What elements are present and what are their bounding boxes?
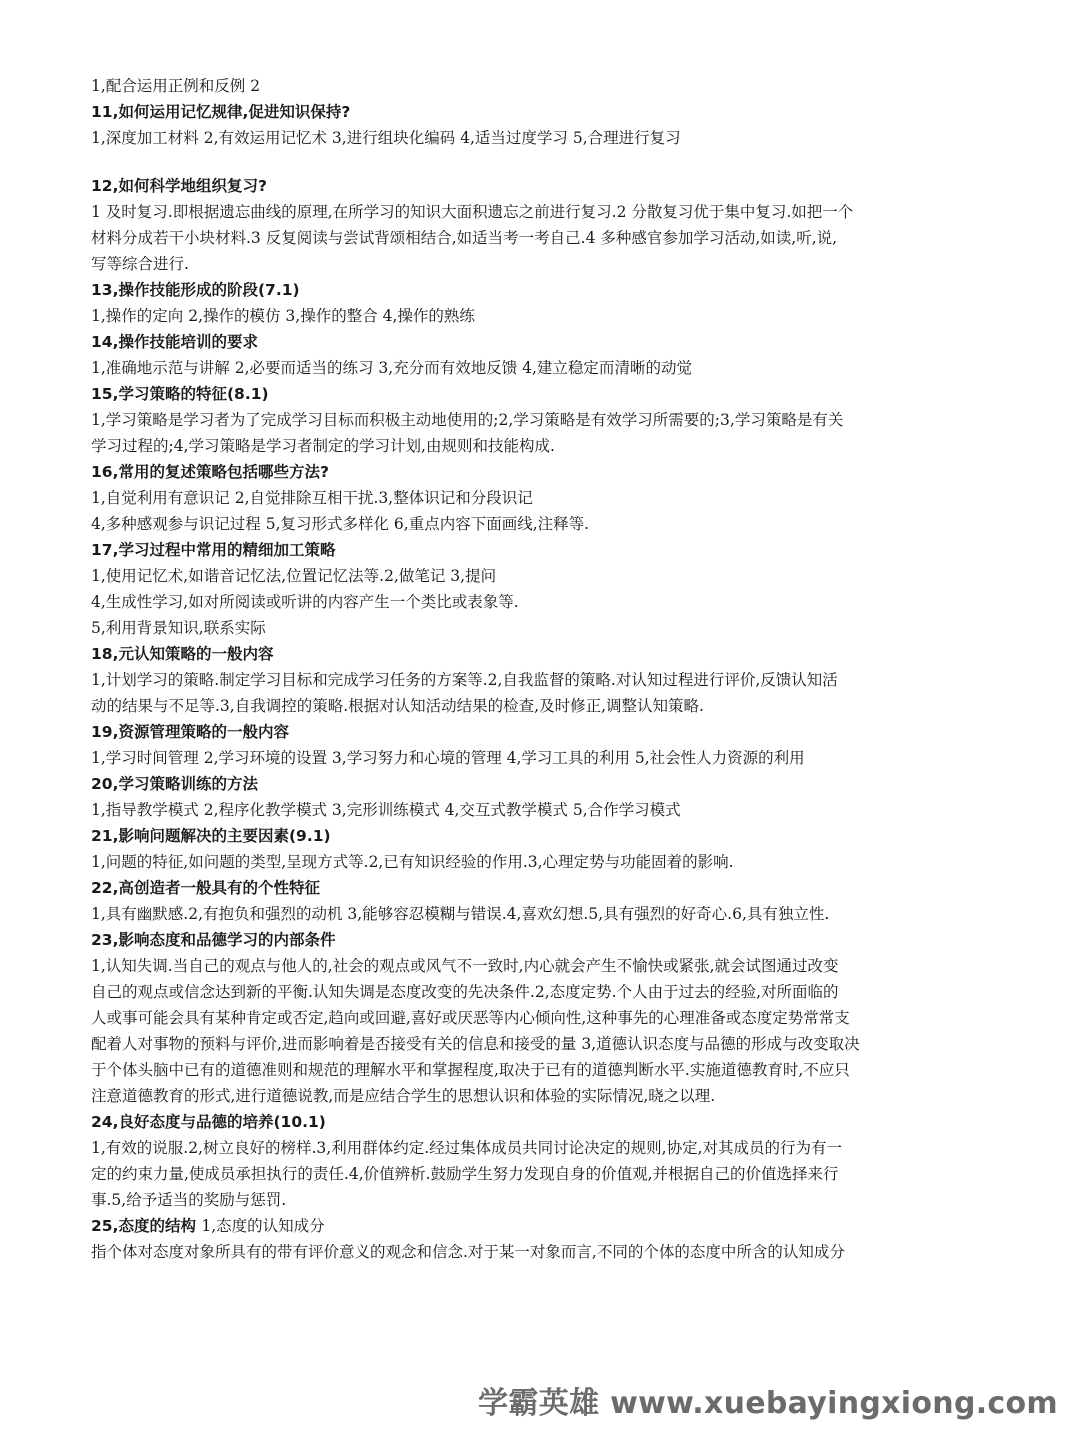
heading-text: 12,如何科学地组织复习? [91, 177, 267, 195]
heading-text: 18,元认知策略的一般内容 [91, 645, 274, 663]
text-line [91, 979, 991, 1005]
line-text: 1,学习时间管理 2,学习环境的设置 3,学习努力和心境的管理 4,学习工具的利用 5,社会性人力资源的利用 [91, 749, 805, 767]
heading-text: 11,如何运用记忆规律,促进知识保持? [91, 103, 351, 121]
line-text: 5,利用背景知识,联系实际 [91, 619, 266, 637]
section-heading [91, 1213, 991, 1239]
section-heading [91, 459, 991, 485]
text-line [91, 693, 991, 719]
line-text: 注意道德教育的形式,进行道德说教,而是应结合学生的思想认识和体验的实际情况,晓之以理. [91, 1087, 716, 1105]
heading-text: 24,良好态度与品德的培养(10.1) [91, 1113, 326, 1131]
line-text: 1,操作的定向 2,操作的模仿 3,操作的整合 4,操作的熟练 [91, 307, 475, 325]
heading-text: 17,学习过程中常用的精细加工策略 [91, 541, 336, 559]
line-text: 1,有效的说服.2,树立良好的榜样.3,利用群体约定.经过集体成员共同讨论决定的规则,协定,对其成员的行为有一 [91, 1139, 843, 1157]
heading-text: 23,影响态度和品德学习的内部条件 [91, 931, 336, 949]
heading-text: 15,学习策略的特征(8.1) [91, 385, 269, 403]
line-text: 事.5,给予适当的奖励与惩罚. [91, 1191, 287, 1209]
heading-text: 25,态度的结构 [91, 1217, 196, 1235]
line-text: 1 及时复习.即根据遗忘曲线的原理,在所学习的知识大面积遗忘之前进行复习.2 分散复习优于集中复习.如把一个 [91, 203, 854, 221]
document-body [91, 73, 991, 1265]
line-text: 1,配合运用正例和反例 2 [91, 77, 261, 95]
text-line [91, 1057, 991, 1083]
line-text: 定的约束力量,使成员承担执行的责任.4,价值辨析.鼓励学生努力发现自身的价值观,并根据自己的价值选择来行 [91, 1165, 839, 1183]
text-line [91, 615, 991, 641]
text-line [91, 1187, 991, 1213]
line-text: 1,准确地示范与讲解 2,必要而适当的练习 3,充分而有效地反馈 4,建立稳定而清晰的动觉 [91, 359, 692, 377]
text-line [91, 797, 991, 823]
text-line [91, 849, 991, 875]
line-text: 材料分成若干小块材料.3 反复阅读与尝试背颂相结合,如适当考一考自己.4 多种感官参加学习活动,如读,听,说, [91, 229, 838, 247]
line-text: 写等综合进行. [91, 255, 189, 273]
section-heading [91, 329, 991, 355]
line-text: 于个体头脑中已有的道德准则和规范的理解水平和掌握程度,取决于已有的道德判断水平.实施道德教育时,不应只 [91, 1061, 850, 1079]
line-text: 自己的观点或信念达到新的平衡.认知失调是态度改变的先决条件.2,态度定势.个人由于过去的经验,对所面临的 [91, 983, 839, 1001]
line-text: 1,指导教学模式 2,程序化教学模式 3,完形训练模式 4,交互式教学模式 5,合作学习模式 [91, 801, 681, 819]
line-text: 配着人对事物的预料与评价,进而影响着是否接受有关的信息和接受的量 3,道德认识态度与品德的形成与改变取决 [91, 1035, 860, 1053]
line-text: 1,自觉利用有意识记 2,自觉排除互相干扰.3,整体识记和分段识记 [91, 489, 533, 507]
section-heading [91, 927, 991, 953]
text-line [91, 1031, 991, 1057]
line-text: 指个体对态度对象所具有的带有评价意义的观念和信念.对于某一对象而言,不同的个体的态度中所含的认知成分 [91, 1243, 845, 1261]
heading-text: 22,高创造者一般具有的个性特征 [91, 879, 320, 897]
text-line [91, 589, 991, 615]
text-line [91, 511, 991, 537]
heading-text: 20,学习策略训练的方法 [91, 775, 258, 793]
section-heading [91, 381, 991, 407]
text-line [91, 1239, 991, 1265]
heading-text: 14,操作技能培训的要求 [91, 333, 258, 351]
heading-text: 13,操作技能形成的阶段(7.1) [91, 281, 300, 299]
text-line [91, 1135, 991, 1161]
text-line [91, 1161, 991, 1187]
section-heading [91, 875, 991, 901]
heading-text: 19,资源管理策略的一般内容 [91, 723, 289, 741]
line-text: 1,学习策略是学习者为了完成学习目标而积极主动地使用的;2,学习策略是有效学习所需要的;3,学习策略是有关 [91, 411, 844, 429]
text-line [91, 953, 991, 979]
site-watermark: 学霸英雄 www.xuebayingxiong.com [478, 1386, 1058, 1421]
text-line [91, 745, 991, 771]
section-heading [91, 277, 991, 303]
text-line [91, 251, 991, 277]
text-line [91, 225, 991, 251]
text-line [91, 73, 991, 99]
line-text: 1,认知失调.当自己的观点与他人的,社会的观点或风气不一致时,内心就会产生不愉快或紧张,就会试图通过改变 [91, 957, 839, 975]
heading-text: 21,影响问题解决的主要因素(9.1) [91, 827, 331, 845]
text-line [91, 355, 991, 381]
text-line [91, 485, 991, 511]
line-text: 人或事可能会具有某种肯定或否定,趋向或回避,喜好或厌恶等内心倾向性,这种事先的心理准备或态度定势常常支 [91, 1009, 850, 1027]
line-text: 1,深度加工材料 2,有效运用记忆术 3,进行组块化编码 4,适当过度学习 5,合理进行复习 [91, 129, 681, 147]
text-line [91, 407, 991, 433]
text-line [91, 303, 991, 329]
section-heading [91, 173, 991, 199]
paragraph-spacer [91, 151, 991, 173]
text-line [91, 199, 991, 225]
section-heading [91, 1109, 991, 1135]
section-heading [91, 823, 991, 849]
section-heading [91, 641, 991, 667]
line-text: 1,问题的特征,如问题的类型,呈现方式等.2,已有知识经验的作用.3,心理定势与功能固着的影响. [91, 853, 734, 871]
text-line [91, 901, 991, 927]
section-heading [91, 99, 991, 125]
section-heading [91, 719, 991, 745]
line-text: 1,使用记忆术,如谐音记忆法,位置记忆法等.2,做笔记 3,提问 [91, 567, 497, 585]
text-line [91, 433, 991, 459]
line-text: 4,生成性学习,如对所阅读或听讲的内容产生一个类比或表象等. [91, 593, 519, 611]
line-text: 1,计划学习的策略.制定学习目标和完成学习任务的方案等.2,自我监督的策略.对认知过程进行评价,反馈认知活 [91, 671, 838, 689]
text-line [91, 125, 991, 151]
text-line [91, 563, 991, 589]
text-line [91, 667, 991, 693]
text-line [91, 1005, 991, 1031]
line-text: 1,具有幽默感.2,有抱负和强烈的动机 3,能够容忍模糊与错误.4,喜欢幻想.5,具有强烈的好奇心.6,具有独立性. [91, 905, 830, 923]
line-text: 学习过程的;4,学习策略是学习者制定的学习计划,由规则和技能构成. [91, 437, 555, 455]
heading-text: 16,常用的复述策略包括哪些方法? [91, 463, 329, 481]
section-heading [91, 771, 991, 797]
line-text: 动的结果与不足等.3,自我调控的策略.根据对认知活动结果的检查,及时修正,调整认知策略. [91, 697, 704, 715]
text-line [91, 1083, 991, 1109]
section-heading [91, 537, 991, 563]
line-text: 4,多种感观参与识记过程 5,复习形式多样化 6,重点内容下面画线,注释等. [91, 515, 590, 533]
inline-body-text: 1,态度的认知成分 [201, 1217, 325, 1235]
